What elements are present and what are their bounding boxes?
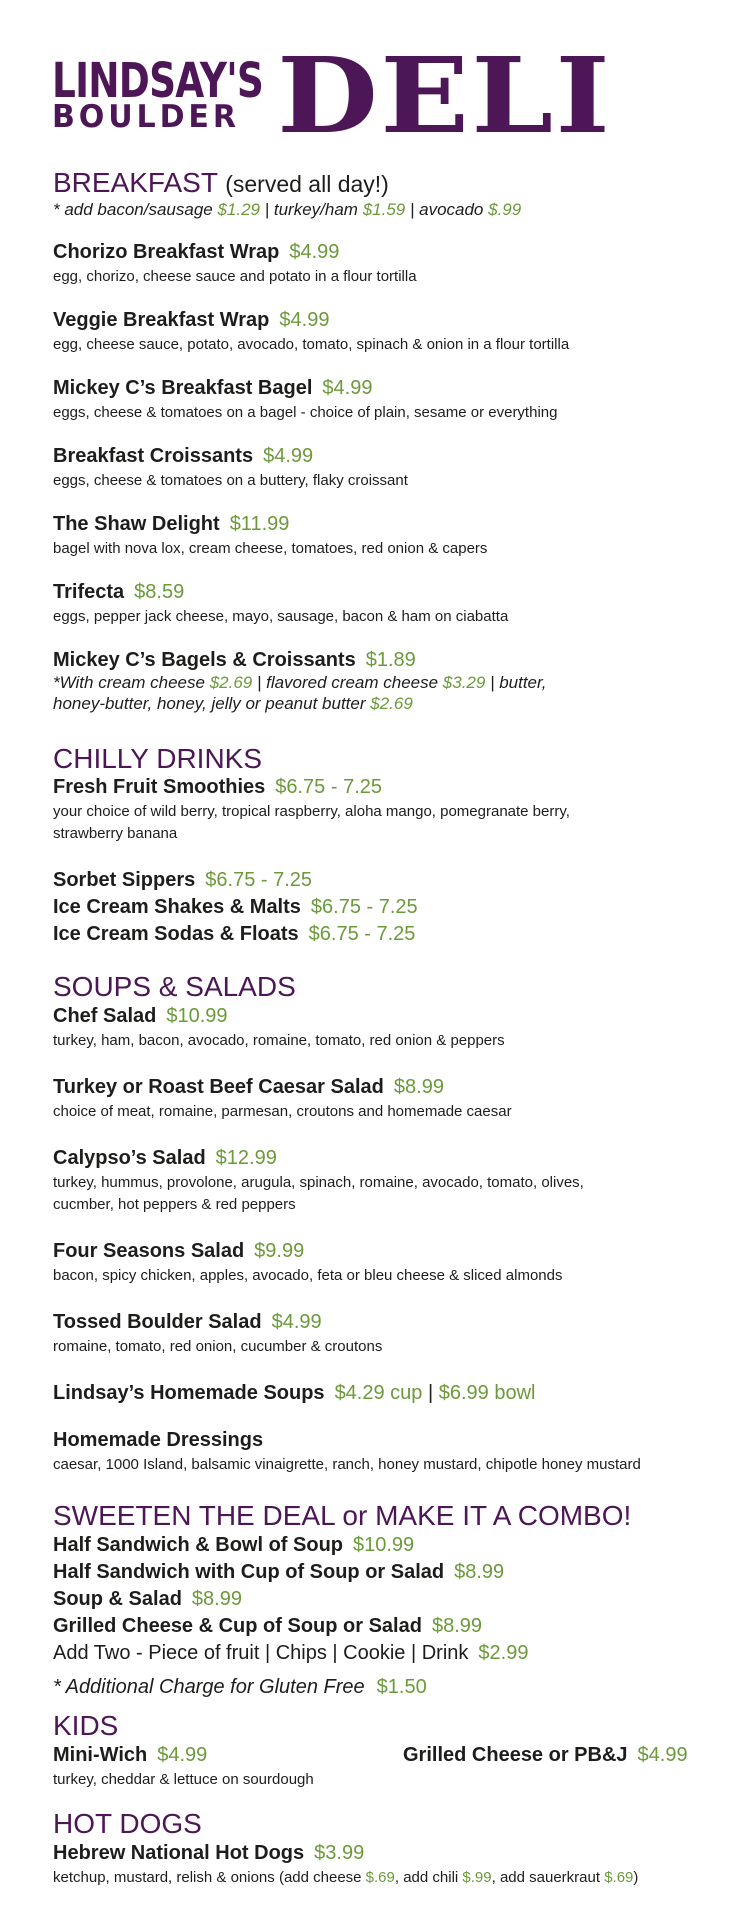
item-description: eggs, pepper jack cheese, mayo, sausage, bacon & ham on ciabatta xyxy=(53,608,509,625)
menu-item-calypso-salad xyxy=(53,1146,277,1170)
item-price: $8.99 xyxy=(431,1615,483,1637)
item-price: $6.75 - 7.25 xyxy=(205,869,313,891)
item-price: $11.99 xyxy=(229,513,290,535)
add-two-price: $2.99 xyxy=(478,1642,529,1664)
item-description: strawberry banana xyxy=(53,825,178,842)
item-name: Sorbet Sippers xyxy=(53,869,196,891)
item-name: Chorizo Breakfast Wrap xyxy=(53,241,280,263)
item-price: $6.75 - 7.25 xyxy=(310,896,418,918)
note-text: | butter, xyxy=(485,673,547,692)
note-price: $2.69 xyxy=(209,673,253,692)
menu-item-mini-wich xyxy=(53,1743,207,1767)
item-name: Fresh Fruit Smoothies xyxy=(53,776,266,798)
menu-item-sorbet xyxy=(53,868,312,892)
menu-item-chef-salad xyxy=(53,1004,228,1028)
desc-text: ) xyxy=(633,1869,639,1886)
addon-text: * add bacon/sausage xyxy=(53,200,218,219)
hotdogs-title: HOT DOGS xyxy=(53,1808,202,1839)
desc-price: $.69 xyxy=(365,1869,395,1886)
menu-item-hot-dogs xyxy=(53,1841,364,1865)
item-description: eggs, cheese & tomatoes on a bagel - choice of plain, sesame or everything xyxy=(53,404,558,421)
menu-item-dressings: Homemade Dressings xyxy=(53,1429,264,1451)
item-price: $4.99 xyxy=(322,377,373,399)
item-name: Half Sandwich & Bowl of Soup xyxy=(53,1534,343,1556)
note-text: *With cream cheese xyxy=(53,673,210,692)
addon-price: $.99 xyxy=(488,200,522,219)
bagel-note-line2 xyxy=(53,693,413,715)
item-name: The Shaw Delight xyxy=(53,513,220,535)
item-price: $6.75 - 7.25 xyxy=(275,776,382,798)
item-price: $8.99 xyxy=(393,1076,444,1098)
menu-item-shaw-delight xyxy=(53,512,289,536)
item-description: egg, cheese sauce, potato, avocado, tomato, spinach & onion in a flour tortilla xyxy=(53,336,570,353)
note-price: $2.69 xyxy=(370,694,413,713)
item-description: your choice of wild berry, tropical raspberry, aloha mango, pomegranate berry, xyxy=(53,803,570,820)
menu-item-veggie-wrap xyxy=(53,308,329,332)
desc-text: , add sauerkraut xyxy=(491,1869,605,1886)
menu-item-grilled-cheese-pbj xyxy=(403,1743,688,1767)
add-two-text: Add Two - Piece of fruit | Chips | Cookie | Drink xyxy=(53,1642,469,1664)
item-description: romaine, tomato, red onion, cucumber & croutons xyxy=(53,1338,383,1355)
desc-price: $.99 xyxy=(462,1869,492,1886)
item-description: eggs, cheese & tomatoes on a buttery, flaky croissant xyxy=(53,472,408,489)
item-price: $10.99 xyxy=(166,1005,228,1027)
addon-price: $1.59 xyxy=(362,200,406,219)
item-description: caesar, 1000 Island, balsamic vinaigrette, ranch, honey mustard, chipotle honey mustard xyxy=(53,1456,641,1473)
menu-item-homemade-soups xyxy=(53,1381,535,1405)
item-name: Mickey C’s Breakfast Bagel xyxy=(53,377,313,399)
breakfast-subtitle: (served all day!) xyxy=(225,171,389,197)
gluten-price: $1.50 xyxy=(376,1676,427,1698)
item-name: Mickey C’s Bagels & Croissants xyxy=(53,649,356,671)
item-price: $8.99 xyxy=(454,1561,505,1583)
item-price: $4.99 xyxy=(157,1744,208,1766)
menu-item-tossed-boulder xyxy=(53,1310,322,1334)
breakfast-addons xyxy=(53,199,521,221)
menu-item-bagels-croissants xyxy=(53,648,416,672)
item-name: Soup & Salad xyxy=(53,1588,182,1610)
item-name: Mini-Wich xyxy=(53,1744,148,1766)
logo-boulder: BOULDER xyxy=(52,99,240,135)
note-price: $3.29 xyxy=(442,673,486,692)
item-price: $4.99 xyxy=(637,1744,688,1766)
deli-logo xyxy=(52,34,613,157)
combo-title: SWEETEN THE DEAL or MAKE IT A COMBO! xyxy=(53,1500,632,1531)
item-name: Half Sandwich with Cup of Soup or Salad xyxy=(53,1561,445,1583)
note-text: | flavored cream cheese xyxy=(252,673,443,692)
item-name: Grilled Cheese & Cup of Soup or Salad xyxy=(53,1615,422,1637)
item-name: Trifecta xyxy=(53,581,125,603)
menu-item-caesar-salad xyxy=(53,1075,444,1099)
combo-add-two xyxy=(53,1641,528,1665)
desc-text: ketchup, mustard, relish & onions (add cheese xyxy=(53,1869,366,1886)
item-name: Chef Salad xyxy=(53,1005,157,1027)
item-description: bagel with nova lox, cream cheese, tomatoes, red onion & capers xyxy=(53,540,488,557)
bagel-note-line1 xyxy=(53,672,546,694)
menu-item-soup-salad xyxy=(53,1587,242,1611)
item-name: Four Seasons Salad xyxy=(53,1240,245,1262)
menu-item-chorizo-wrap xyxy=(53,240,339,264)
item-name: Hebrew National Hot Dogs xyxy=(53,1842,305,1864)
kids-title: KIDS xyxy=(53,1710,119,1741)
item-price: $9.99 xyxy=(254,1240,305,1262)
gluten-text: * Additional Charge for Gluten Free xyxy=(53,1676,365,1698)
item-description: cucmber, hot peppers & red peppers xyxy=(53,1196,296,1213)
item-price: $4.99 xyxy=(289,241,340,263)
item-description: turkey, cheddar & lettuce on sourdough xyxy=(53,1771,314,1788)
logo-lindsays: LINDSAY'S xyxy=(52,53,264,109)
menu-item-trifecta xyxy=(53,580,184,604)
addon-text: | turkey/ham xyxy=(260,200,363,219)
note-text: honey-butter, honey, jelly or peanut butter xyxy=(53,694,371,713)
addon-price: $1.29 xyxy=(217,200,261,219)
item-name: Tossed Boulder Salad xyxy=(53,1311,262,1333)
item-price: $8.99 xyxy=(191,1588,242,1610)
menu-item-half-cup xyxy=(53,1560,504,1584)
item-description: turkey, hummus, provolone, arugula, spinach, romaine, avocado, tomato, olives, xyxy=(53,1174,584,1191)
drinks-title: CHILLY DRINKS xyxy=(53,743,263,774)
item-name: Breakfast Croissants xyxy=(53,445,254,467)
item-price: $10.99 xyxy=(353,1534,415,1556)
item-name: Ice Cream Sodas & Floats xyxy=(53,923,299,945)
item-price: $4.99 xyxy=(263,445,314,467)
item-name: Calypso’s Salad xyxy=(53,1147,206,1169)
item-price: $1.89 xyxy=(365,649,416,671)
desc-text: , add chili xyxy=(394,1869,463,1886)
logo-deli: DELI xyxy=(277,34,613,157)
menu-item-breakfast-bagel xyxy=(53,376,372,400)
menu-item-sodas xyxy=(53,922,415,946)
menu-item-shakes xyxy=(53,895,418,919)
item-name: Ice Cream Shakes & Malts xyxy=(53,896,301,918)
menu-item-grilled-cheese-combo xyxy=(53,1614,482,1638)
item-price: $3.99 xyxy=(314,1842,365,1864)
menu-item-four-seasons xyxy=(53,1239,304,1263)
item-price: $6.75 - 7.25 xyxy=(308,923,416,945)
item-name: Turkey or Roast Beef Caesar Salad xyxy=(53,1076,384,1098)
item-price: $4.99 xyxy=(271,1311,322,1333)
breakfast-title: BREAKFAST xyxy=(53,167,218,198)
desc-price: $.69 xyxy=(604,1869,634,1886)
hotdog-description xyxy=(53,1868,638,1887)
soups-title: SOUPS & SALADS xyxy=(53,971,296,1002)
gluten-free-note xyxy=(53,1675,427,1699)
item-description: turkey, ham, bacon, avocado, romaine, tomato, red onion & peppers xyxy=(53,1032,505,1049)
item-price: $12.99 xyxy=(215,1147,277,1169)
item-description: egg, chorizo, cheese sauce and potato in a flour tortilla xyxy=(53,268,417,285)
item-price-cup: $4.29 cup xyxy=(334,1382,423,1404)
addon-text: | avocado xyxy=(405,200,489,219)
item-description: bacon, spicy chicken, apples, avocado, feta or bleu cheese & sliced almonds xyxy=(53,1267,563,1284)
breakfast-heading xyxy=(53,167,389,200)
item-price: $4.99 xyxy=(279,309,330,331)
item-name: Veggie Breakfast Wrap xyxy=(53,309,270,331)
item-name: Lindsay’s Homemade Soups xyxy=(53,1382,325,1404)
menu-item-croissants xyxy=(53,444,313,468)
menu-item-half-bowl xyxy=(53,1533,414,1557)
item-description: choice of meat, romaine, parmesan, croutons and homemade caesar xyxy=(53,1103,512,1120)
menu-item-smoothies xyxy=(53,775,382,799)
item-price-bowl: $6.99 bowl xyxy=(438,1382,536,1404)
price-separator: | xyxy=(422,1382,439,1404)
item-price: $8.59 xyxy=(134,581,185,603)
item-name: Grilled Cheese or PB&J xyxy=(403,1744,628,1766)
